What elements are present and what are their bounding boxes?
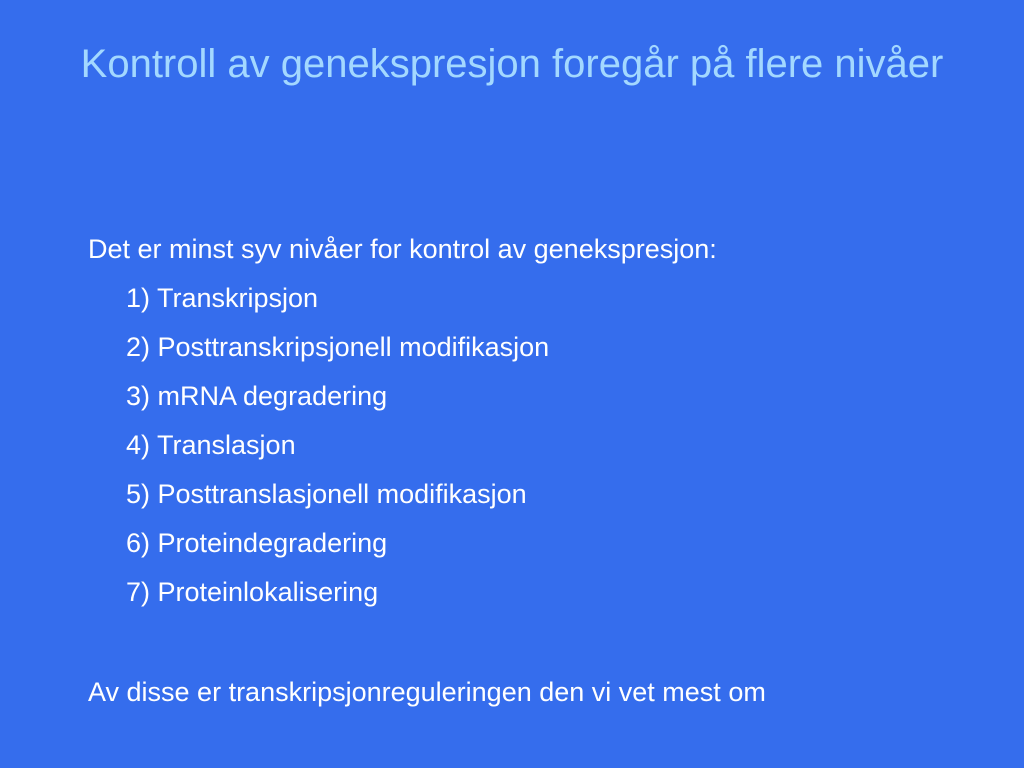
list-item: 2) Posttranskripsjonell modifikasjon (126, 332, 550, 362)
list-item: 5) Posttranslasjonell modifikasjon (126, 479, 527, 509)
list-item: 1) Transkripsjon (126, 283, 319, 313)
intro-text: Det er minst syv nivåer for kontrol av genekspresjon: (88, 234, 717, 264)
slide-body (88, 230, 988, 622)
slide-title: Kontroll av genekspresjon foregår på flere nivåer (80, 42, 944, 86)
list-item: 7) Proteinlokalisering (126, 577, 379, 607)
list-item: 3) mRNA degradering (126, 381, 388, 411)
conclusion-text: Av disse er transkripsjonreguleringen den vi vet mest om (88, 677, 766, 707)
list-item: 6) Proteindegradering (126, 528, 388, 558)
levels-list (88, 279, 988, 611)
list-item: 4) Translasjon (126, 430, 296, 460)
